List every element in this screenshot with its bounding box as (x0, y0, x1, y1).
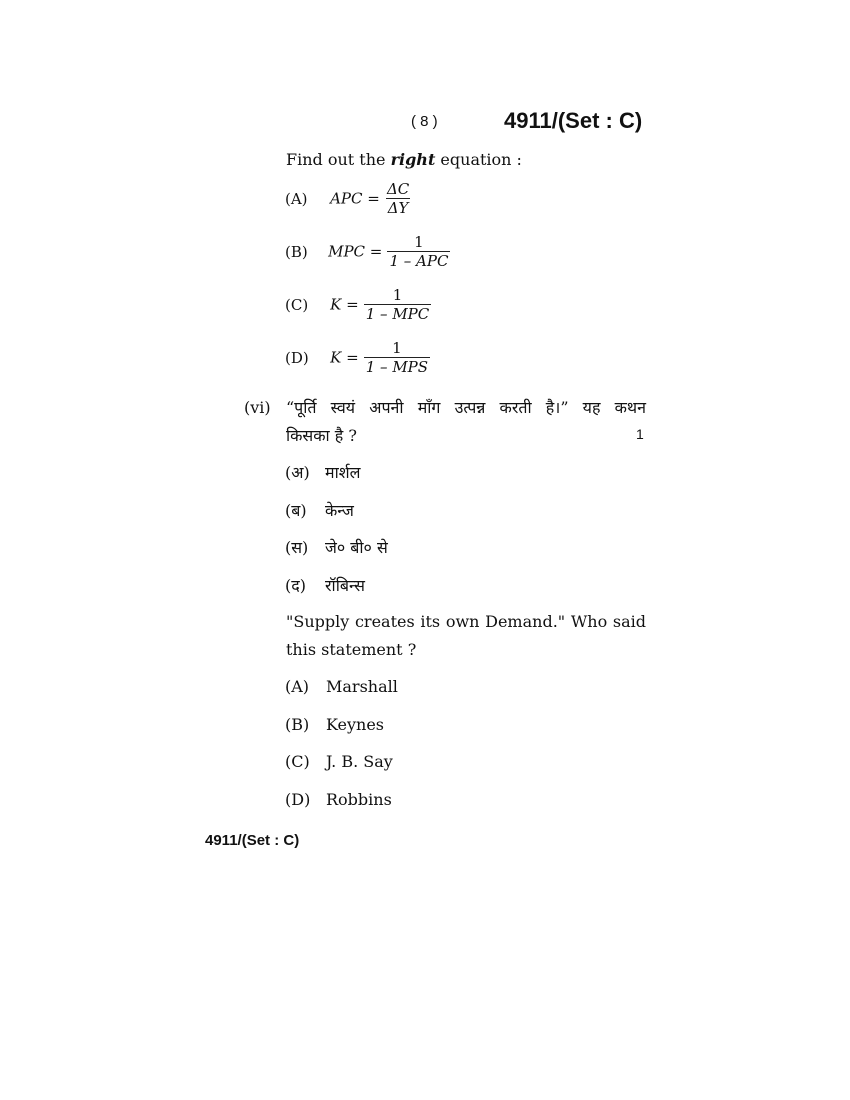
option-label: (B) (285, 242, 308, 261)
question-number: (vi) (244, 398, 271, 417)
fraction (385, 180, 411, 217)
fraction (364, 286, 432, 323)
option-text: Robbins (326, 790, 392, 809)
option-d (285, 339, 430, 376)
english-question-line1: "Supply creates its own Demand." Who said (286, 612, 646, 631)
option-text: रॉबिन्स (325, 576, 365, 595)
english-option-a (285, 677, 398, 696)
fraction-numerator: 1 (392, 339, 402, 357)
fraction-numerator: ΔC (386, 180, 410, 198)
option-b (285, 233, 450, 270)
hindi-option-b (285, 499, 354, 521)
english-question-line2: this statement ? (286, 640, 417, 659)
option-label: (A) (285, 677, 310, 696)
option-label: (ब) (285, 501, 307, 520)
fraction (387, 233, 450, 270)
prompt-text-end: equation : (440, 150, 522, 169)
option-a (285, 180, 411, 217)
option-label: (अ) (285, 463, 310, 482)
option-label: (D) (285, 348, 309, 367)
option-text: जे० बी० से (325, 538, 388, 557)
english-option-d (285, 790, 392, 809)
option-label: (द) (285, 576, 306, 595)
fraction-numerator: 1 (392, 286, 403, 304)
prompt-emphasis: right (390, 150, 436, 169)
prompt-text: Find out the (286, 150, 386, 169)
page-number: ( 8 ) (411, 113, 438, 130)
marks: 1 (636, 426, 644, 442)
set-code-footer: 4911/(Set : C) (205, 832, 300, 849)
option-text: मार्शल (325, 463, 361, 482)
option-label: (B) (285, 715, 310, 734)
option-c (285, 286, 431, 323)
option-text: J. B. Say (326, 752, 393, 771)
equation-lhs: K = (330, 295, 359, 314)
fraction-numerator: 1 (414, 233, 424, 251)
equation-lhs: MPC = (328, 242, 383, 261)
fraction (364, 339, 430, 376)
hindi-question-line2: किसका है ? (286, 426, 357, 445)
option-text: Keynes (326, 715, 385, 734)
english-option-b (285, 715, 384, 734)
option-text: Marshall (326, 677, 398, 696)
equation-lhs: K = (330, 348, 359, 367)
hindi-question-line1: “पूर्ति स्वयं अपनी माँग उत्पन्न करती है।” यह कथन (286, 398, 646, 417)
option-label: (D) (285, 790, 311, 809)
fraction-denominator: 1 – APC (389, 252, 449, 270)
set-code-header: 4911/(Set : C) (504, 108, 643, 133)
english-option-c (285, 752, 393, 771)
fraction-denominator: 1 – MPC (365, 305, 430, 323)
option-text: केन्ज (325, 501, 354, 520)
question-prompt (286, 150, 522, 169)
hindi-option-d (285, 574, 365, 596)
hindi-option-c (285, 536, 388, 558)
option-label: (स) (285, 538, 309, 557)
fraction-denominator: 1 – MPS (365, 358, 429, 376)
fraction-denominator: ΔY (387, 199, 409, 217)
option-label: (C) (285, 295, 309, 314)
option-label: (A) (285, 189, 308, 208)
option-label: (C) (285, 752, 310, 771)
equation-lhs: APC = (330, 189, 380, 208)
hindi-option-a (285, 461, 360, 483)
